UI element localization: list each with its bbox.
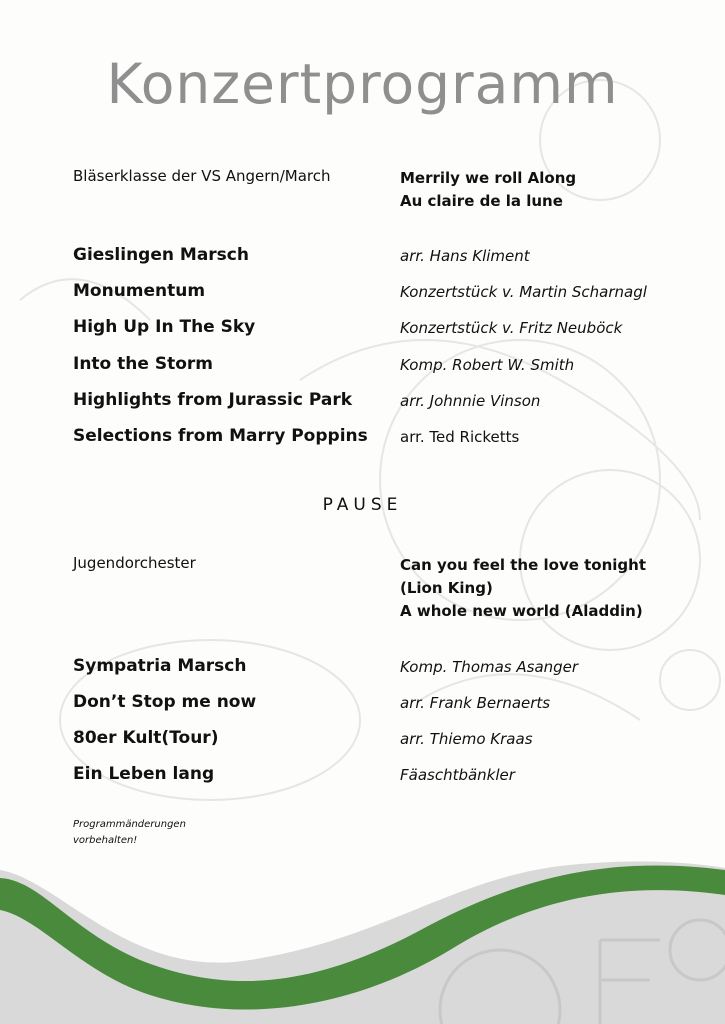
piece-credit: Konzertstück v. Martin Scharnagl	[400, 283, 647, 301]
piece-title: (Lion King)	[400, 579, 493, 597]
piece-title: Gieslingen Marsch	[73, 245, 249, 265]
piece-credit: arr. Johnnie Vinson	[400, 392, 541, 410]
piece-title: High Up In The Sky	[73, 317, 256, 337]
group-name: Jugendorchester	[73, 554, 196, 572]
piece-title: Highlights from Jurassic Park	[73, 390, 353, 410]
green-wave-decoration	[0, 820, 725, 1024]
intermission-heading: PAUSE	[322, 495, 403, 515]
note-line: vorbehalten!	[73, 835, 138, 846]
piece-title: Au claire de la lune	[400, 192, 563, 210]
piece-title: Selections from Marry Poppins	[73, 426, 368, 446]
piece-title: Sympatria Marsch	[73, 656, 247, 676]
piece-credit: arr. Frank Bernaerts	[400, 694, 551, 712]
group-pieces	[400, 554, 646, 623]
piece-title: Don’t Stop me now	[73, 692, 257, 712]
page-title: Konzertprogramm	[106, 52, 619, 116]
piece-title: Can you feel the love tonight	[400, 556, 646, 574]
piece-title: Merrily we roll Along	[400, 169, 577, 187]
piece-credit: arr. Ted Ricketts	[400, 428, 520, 446]
note-line: Programmänderungen	[73, 819, 186, 830]
piece-credit: Konzertstück v. Fritz Neuböck	[400, 319, 623, 337]
group-name: Bläserklasse der VS Angern/March	[73, 167, 331, 185]
piece-credit: Komp. Robert W. Smith	[400, 356, 575, 374]
piece-credit: Fäaschtbänkler	[400, 766, 515, 784]
piece-title: Into the Storm	[73, 354, 213, 374]
piece-title: A whole new world (Aladdin)	[400, 602, 643, 620]
group-pieces	[400, 167, 576, 213]
piece-credit: arr. Thiemo Kraas	[400, 730, 533, 748]
piece-title: 80er Kult(Tour)	[73, 728, 219, 748]
piece-credit: Komp. Thomas Asanger	[400, 658, 579, 676]
piece-title: Ein Leben lang	[73, 764, 215, 784]
piece-credit: arr. Hans Kliment	[400, 247, 530, 265]
piece-title: Monumentum	[73, 281, 206, 301]
